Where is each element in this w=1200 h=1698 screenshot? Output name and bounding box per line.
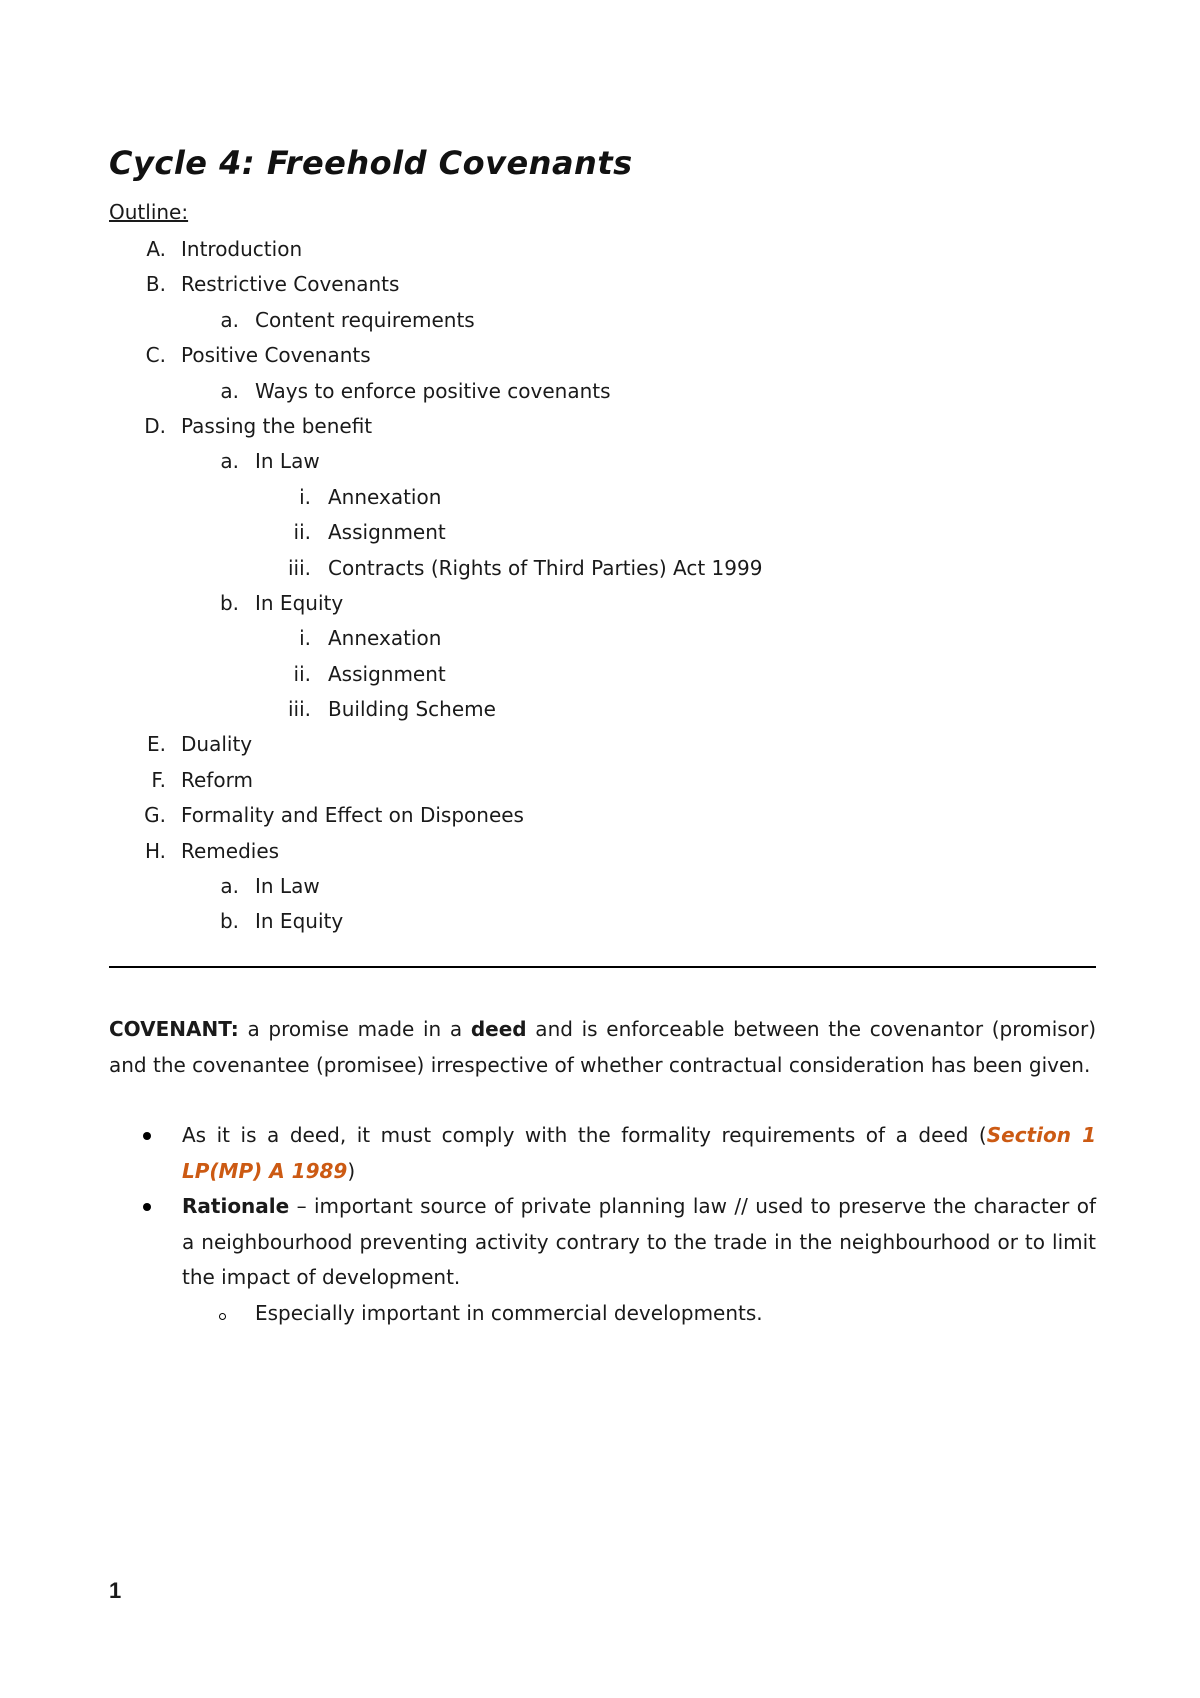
- page-title: Cycle 4: Freehold Covenants: [109, 144, 633, 182]
- outline-marker: i.: [299, 484, 311, 509]
- outline-label: Outline:: [109, 200, 189, 224]
- outline-marker: C.: [145, 343, 166, 368]
- outline-text: Assignment: [328, 661, 446, 686]
- bullet-deed-formality: [109, 1118, 1096, 1189]
- outline-item: [0, 303, 1200, 338]
- outline-marker: A.: [146, 237, 166, 261]
- outline-marker: i.: [299, 626, 311, 651]
- outline-item: [0, 904, 1200, 939]
- outline-marker: a.: [220, 449, 239, 474]
- outline-marker: a.: [220, 874, 239, 899]
- outline-marker: a.: [220, 307, 239, 332]
- outline-item: [0, 409, 1200, 444]
- bullet-deed-text: As it is a deed, it must comply with the formality requirements of a deed (: [182, 1123, 987, 1147]
- outline-marker: b.: [219, 590, 239, 615]
- outline-item: [0, 727, 1200, 762]
- definition-emphasis: deed: [470, 1017, 527, 1041]
- outline-item: [0, 338, 1200, 373]
- outline-text: Annexation: [328, 626, 442, 651]
- outline-text: In Equity: [255, 590, 344, 615]
- outline-text: In Law: [255, 874, 320, 899]
- sub-bullet-commercial: [109, 1296, 1096, 1332]
- outline-marker: ii.: [293, 520, 311, 545]
- outline-item: [0, 763, 1200, 798]
- outline-marker: iii.: [287, 697, 311, 722]
- definition-text-1: a promise made in a: [238, 1017, 471, 1041]
- bullet-dot-icon: [143, 1132, 151, 1140]
- definition-term: COVENANT:: [109, 1017, 239, 1041]
- rationale-text: – important source of private planning law // used to preserve the character of a neighbourhood preventing activity contrary to the trade in the neighbourhood or to limit the impact of development.: [182, 1194, 1096, 1290]
- outline-item: [0, 515, 1200, 550]
- bullet-list: [109, 1118, 1096, 1332]
- outline-text: Contracts (Rights of Third Parties) Act 1999: [328, 555, 763, 580]
- outline-marker: B.: [145, 272, 166, 297]
- outline-item: [0, 692, 1200, 727]
- outline-item: [0, 267, 1200, 302]
- outline-text: Assignment: [328, 520, 446, 545]
- outline-item: [0, 869, 1200, 904]
- outline-item: [0, 480, 1200, 515]
- outline-item: [0, 374, 1200, 409]
- hollow-circle-bullet-icon: [219, 1313, 226, 1320]
- outline-text: Ways to enforce positive covenants: [255, 378, 611, 403]
- outline-item: [0, 657, 1200, 692]
- outline-item: [0, 798, 1200, 833]
- outline-marker: b.: [219, 909, 239, 934]
- outline-marker: ii.: [293, 661, 311, 686]
- outline-marker: E.: [147, 732, 166, 757]
- definition-text-2: and is enforceable between the covenantor (promisor) and the covenantee (promisee) irrespective of whether contractual consideration has been given.: [109, 1017, 1096, 1077]
- rationale-label: Rationale: [182, 1194, 290, 1219]
- outline-text: Remedies: [181, 838, 280, 863]
- section-divider: [109, 966, 1096, 968]
- bullet-deed-closing: ): [347, 1158, 356, 1183]
- outline-item: [0, 232, 1200, 267]
- outline-text: Building Scheme: [328, 697, 496, 722]
- covenant-definition: [109, 1012, 1096, 1083]
- outline-marker: D.: [144, 413, 166, 438]
- outline-list: [0, 232, 1200, 940]
- statute-reference: Section 1 LP(MP) A 1989: [182, 1123, 1096, 1183]
- outline-text: Formality and Effect on Disponees: [181, 803, 524, 828]
- outline-text: Duality: [181, 732, 253, 757]
- bullet-rationale: [109, 1189, 1096, 1296]
- outline-marker: F.: [151, 767, 166, 792]
- outline-marker: iii.: [287, 555, 311, 580]
- bullet-dot-icon: [143, 1203, 151, 1211]
- outline-item: [0, 834, 1200, 869]
- sub-bullet-text: Especially important in commercial developments.: [255, 1300, 763, 1325]
- outline-text: Annexation: [328, 484, 442, 509]
- outline-text: In Equity: [255, 909, 344, 934]
- outline-item: [0, 551, 1200, 586]
- outline-item: [0, 621, 1200, 656]
- outline-marker: H.: [144, 838, 166, 863]
- outline-text: In Law: [255, 449, 320, 474]
- outline-text: Reform: [181, 767, 253, 792]
- outline-item: [0, 444, 1200, 479]
- outline-text: Content requirements: [255, 307, 475, 332]
- outline-item: [0, 586, 1200, 621]
- page-number: 1: [109, 1578, 122, 1603]
- outline-text: Passing the benefit: [181, 413, 373, 438]
- outline-text: Positive Covenants: [181, 343, 371, 368]
- outline-text: Introduction: [181, 237, 303, 261]
- outline-marker: G.: [144, 803, 166, 828]
- outline-marker: a.: [220, 378, 239, 403]
- outline-text: Restrictive Covenants: [181, 272, 400, 297]
